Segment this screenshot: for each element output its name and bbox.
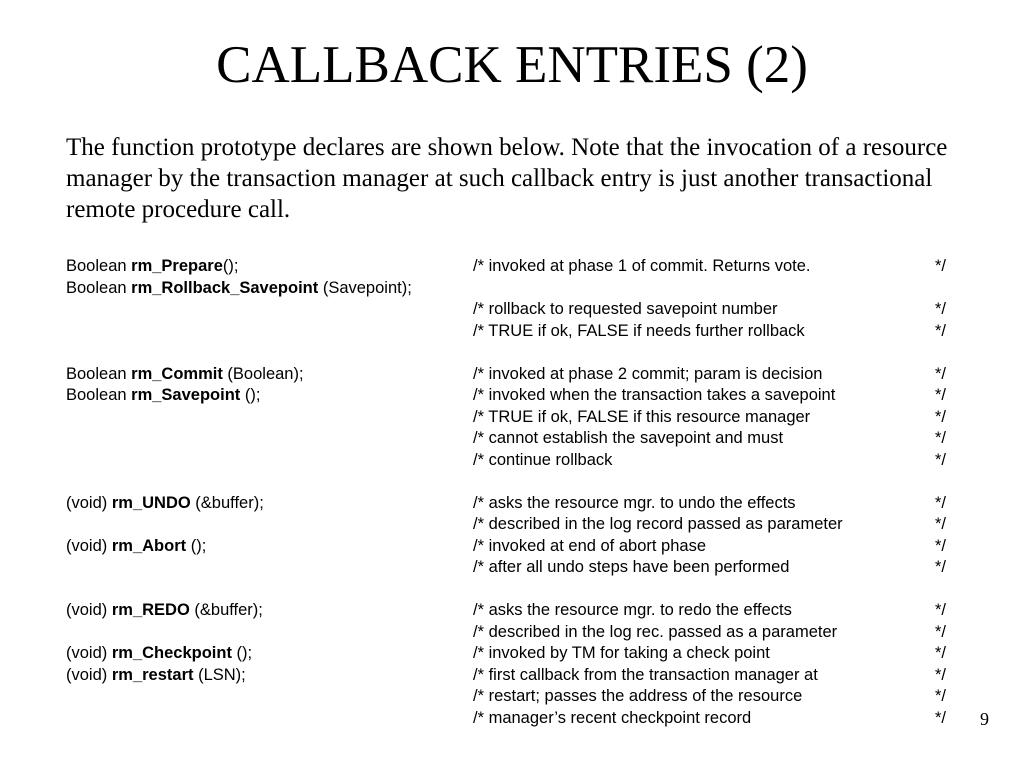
comment-text: /* invoked when the transaction takes a savepoint xyxy=(473,386,836,404)
declaration: Boolean rm_Rollback_Savepoint (Savepoint); xyxy=(66,278,412,297)
comment-text: /* cannot establish the savepoint and must xyxy=(473,429,784,447)
comment-line xyxy=(66,686,966,708)
comment-end: */ xyxy=(935,450,947,469)
comment-end: */ xyxy=(935,601,947,619)
comment-line xyxy=(66,622,966,644)
declaration: (void) rm_Checkpoint (); xyxy=(66,644,253,662)
declaration: Boolean rm_Commit (Boolean); xyxy=(66,364,304,383)
comment-line xyxy=(66,407,966,429)
prototype-line xyxy=(66,278,966,300)
comment-end: */ xyxy=(935,515,947,533)
declaration: Boolean rm_Savepoint (); xyxy=(66,386,261,404)
comment-text: /* described in the log rec. passed as a parameter xyxy=(473,622,838,641)
comment-text: /* after all undo steps have been performed xyxy=(473,558,790,576)
function-name: rm_Rollback_Savepoint xyxy=(131,278,319,297)
prototype-line xyxy=(66,536,966,558)
comment-end: */ xyxy=(935,407,947,426)
function-name: rm_Abort xyxy=(111,536,187,555)
comment-end: */ xyxy=(935,321,947,340)
comment-line xyxy=(66,514,966,536)
prototype-line xyxy=(66,493,966,515)
comment-text: /* invoked by TM for taking a check point xyxy=(473,644,770,662)
comment-line xyxy=(66,557,966,579)
declaration: (void) rm_restart (LSN); xyxy=(66,665,246,684)
comment-text: /* invoked at phase 1 of commit. Returns vote. xyxy=(473,257,811,275)
comment-end: */ xyxy=(935,300,947,318)
comment-text: /* rollback to requested savepoint number xyxy=(473,300,778,318)
function-name: rm_Prepare xyxy=(131,257,223,275)
comment-text: /* first callback from the transaction manager at xyxy=(473,665,818,684)
comment-end: */ xyxy=(935,429,947,447)
intro-paragraph: The function prototype declares are shown below. Note that the invocation of a resource manager by the transaction manager at such callback entry is just another transactional remote procedure call. xyxy=(66,134,948,223)
comment-end: */ xyxy=(935,558,947,576)
function-name: rm_Commit xyxy=(131,364,223,383)
comment-end: */ xyxy=(935,622,947,641)
comment-text: /* invoked at end of abort phase xyxy=(473,536,706,555)
prototype-list xyxy=(66,256,966,729)
function-name: rm_UNDO xyxy=(111,493,191,512)
comment-end: */ xyxy=(935,687,947,705)
comment-text: /* manager’s recent checkpoint record xyxy=(473,708,752,727)
function-name: rm_Checkpoint xyxy=(111,644,232,662)
declaration: (void) rm_REDO (&buffer); xyxy=(66,601,263,619)
comment-line xyxy=(66,299,966,321)
declaration: Boolean rm_Prepare(); xyxy=(66,257,239,275)
comment-end: */ xyxy=(935,536,947,555)
prototype-line xyxy=(66,385,966,407)
comment-end: */ xyxy=(935,257,947,275)
comment-text: /* asks the resource mgr. to undo the effects xyxy=(473,493,796,512)
comment-text: /* invoked at phase 2 commit; param is decision xyxy=(473,364,823,383)
comment-end: */ xyxy=(935,364,947,383)
slide-title: CALLBACK ENTRIES (2) xyxy=(216,36,808,94)
prototype-line xyxy=(66,364,966,386)
comment-text: /* restart; passes the address of the resource xyxy=(473,687,803,705)
declaration: (void) rm_UNDO (&buffer); xyxy=(66,493,264,512)
prototype-line xyxy=(66,600,966,622)
comment-end: */ xyxy=(935,386,947,404)
comment-end: */ xyxy=(935,493,947,512)
comment-end: */ xyxy=(935,708,947,727)
comment-line xyxy=(66,321,966,343)
comment-text: /* continue rollback xyxy=(473,450,613,469)
prototype-line xyxy=(66,665,966,687)
comment-text: /* TRUE if ok, FALSE if this resource manager xyxy=(473,407,811,426)
comment-line xyxy=(66,428,966,450)
function-name: rm_Savepoint xyxy=(131,386,241,404)
declaration: (void) rm_Abort (); xyxy=(66,536,207,555)
comment-end: */ xyxy=(935,644,947,662)
comment-text: /* described in the log record passed as parameter xyxy=(473,515,843,533)
function-name: rm_restart xyxy=(111,665,194,684)
comment-text: /* TRUE if ok, FALSE if needs further rollback xyxy=(473,321,805,340)
prototype-line xyxy=(66,256,966,278)
comment-line xyxy=(66,450,966,472)
page-number: 9 xyxy=(980,709,989,729)
comment-text: /* asks the resource mgr. to redo the effects xyxy=(473,601,792,619)
comment-end: */ xyxy=(935,665,947,684)
comment-line xyxy=(66,708,966,730)
prototype-line xyxy=(66,643,966,665)
function-name: rm_REDO xyxy=(111,601,190,619)
